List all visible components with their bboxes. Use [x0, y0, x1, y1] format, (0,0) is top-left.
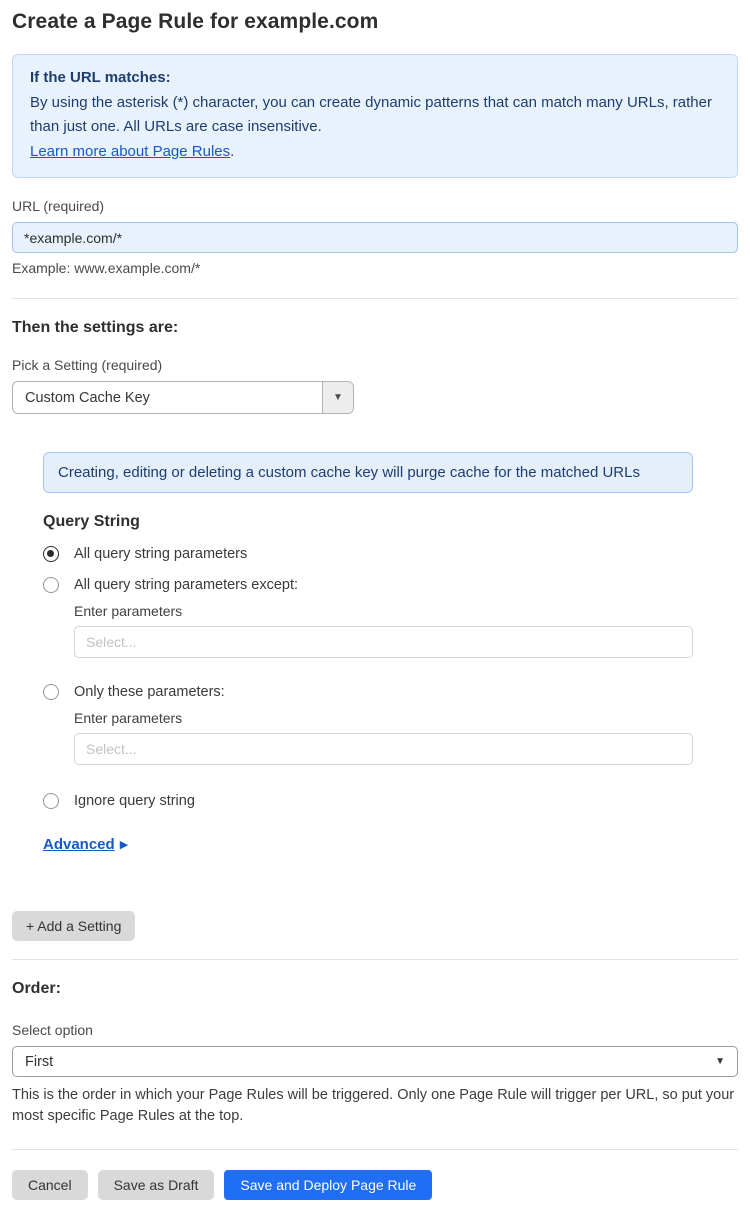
url-match-info-box [12, 54, 738, 178]
pick-setting-label: Pick a Setting (required) [12, 357, 163, 373]
radio-option-ignore-query[interactable] [43, 793, 738, 809]
radio-option-all-params[interactable] [43, 546, 738, 562]
footer-buttons [12, 1170, 738, 1200]
except-parameters-input[interactable] [74, 626, 693, 658]
radio-label: All query string parameters except: [74, 577, 299, 593]
cancel-button[interactable]: Cancel [12, 1170, 88, 1200]
query-string-heading: Query String [43, 513, 140, 530]
add-setting-button[interactable]: + Add a Setting [12, 911, 135, 941]
page-title: Create a Page Rule for example.com [12, 10, 379, 33]
radio-unselected-icon[interactable] [43, 577, 59, 593]
settings-heading: Then the settings are: [12, 319, 179, 336]
radio-unselected-icon[interactable] [43, 793, 59, 809]
query-string-section [43, 452, 738, 853]
link-period: . [230, 142, 235, 160]
radio-unselected-icon[interactable] [43, 684, 59, 700]
advanced-link[interactable]: Advanced [43, 836, 115, 853]
enter-parameters-label: Enter parameters [74, 603, 183, 619]
only-params-block [74, 710, 738, 765]
setting-dropdown-value: Custom Cache Key [25, 389, 150, 406]
info-link-row [30, 140, 720, 165]
radio-label: Only these parameters: [74, 684, 225, 700]
url-example-helper: Example: www.example.com/* [12, 260, 201, 276]
enter-parameters-label: Enter parameters [74, 710, 183, 726]
divider [12, 959, 738, 960]
save-as-draft-button[interactable]: Save as Draft [98, 1170, 215, 1200]
url-field-label: URL (required) [12, 198, 105, 214]
advanced-row [43, 836, 738, 853]
cache-purge-notice: Creating, editing or deleting a custom cache key will purge cache for the matched URLs [43, 452, 693, 493]
radio-label: Ignore query string [74, 793, 195, 809]
info-box-heading: If the URL matches: [30, 69, 171, 86]
info-box-body: By using the asterisk (*) character, you can create dynamic patterns that can match many URLs, rather than just one. All URLs are case insensitive. [30, 93, 712, 135]
order-heading: Order: [12, 980, 61, 997]
learn-more-link[interactable]: Learn more about Page Rules [30, 142, 231, 160]
setting-dropdown[interactable] [12, 381, 354, 414]
select-option-label: Select option [12, 1022, 93, 1038]
divider [12, 298, 738, 299]
url-input[interactable] [12, 222, 738, 253]
radio-option-only-these[interactable] [43, 684, 738, 700]
only-parameters-input[interactable] [74, 733, 693, 765]
chevron-down-icon[interactable]: ▼ [322, 382, 353, 413]
order-dropdown[interactable] [12, 1046, 738, 1077]
order-dropdown-value: First [25, 1053, 54, 1070]
radio-selected-icon[interactable] [43, 546, 59, 562]
except-params-block [74, 603, 738, 658]
chevron-down-icon: ▼ [715, 1056, 725, 1067]
order-helper-text: This is the order in which your Page Rules will be triggered. Only one Page Rule will trigger per URL, so put your most specific Page Rules at the top. [12, 1087, 735, 1124]
radio-label: All query string parameters [74, 546, 248, 562]
save-and-deploy-button[interactable]: Save and Deploy Page Rule [224, 1170, 432, 1200]
radio-option-all-except[interactable] [43, 577, 738, 593]
divider [12, 1149, 738, 1150]
arrow-right-icon: ▶ [119, 839, 129, 851]
